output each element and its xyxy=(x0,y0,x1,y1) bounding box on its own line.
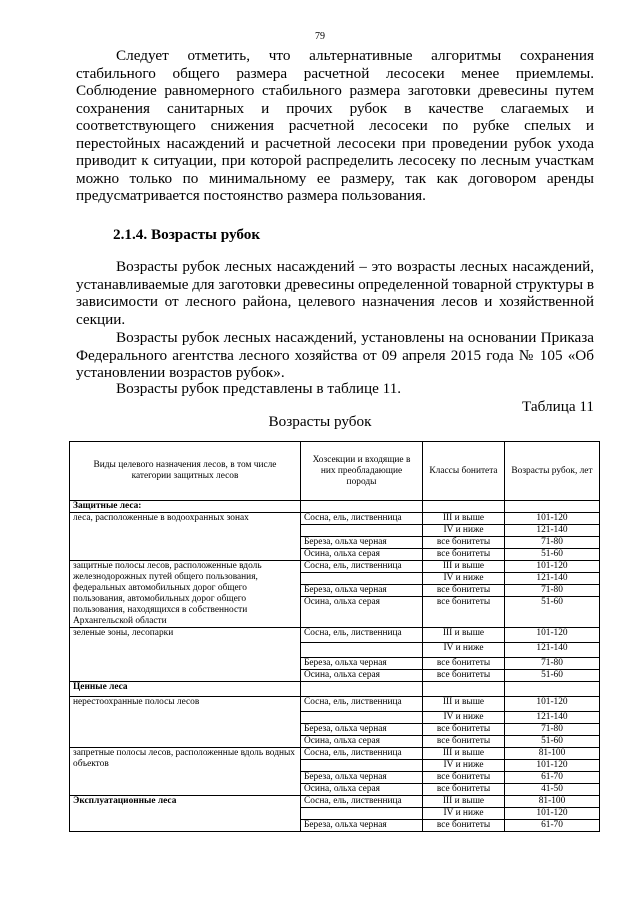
age-cell: 71-80 xyxy=(505,658,600,670)
table-row xyxy=(70,796,600,808)
bonitet-cell: все бонитеты xyxy=(423,597,505,628)
hoz-cell xyxy=(301,712,423,724)
table-header-row xyxy=(70,442,600,501)
age-cell: 121-140 xyxy=(505,643,600,658)
section-row xyxy=(70,682,600,697)
age-cell: 121-140 xyxy=(505,525,600,537)
hoz-cell: Осина, ольха серая xyxy=(301,597,423,628)
age-cell: 51-60 xyxy=(505,736,600,748)
bonitet-cell: III и выше xyxy=(423,513,505,525)
hoz-cell xyxy=(301,525,423,537)
hoz-cell: Сосна, ель, лиственница xyxy=(301,748,423,760)
paragraph-order: Возрасты рубок лесных насаждений, установлены на основании Приказа Федерального агентства лесного хозяйства от 09 апреля 2015 года № 105 «Об установлении возрастов рубок». xyxy=(76,329,594,381)
hoz-cell xyxy=(301,573,423,585)
header-purpose: Виды целевого назначения лесов, в том числе категории защитных лесов xyxy=(70,442,301,501)
age-cell: 101-120 xyxy=(505,561,600,573)
bonitet-cell: IV и ниже xyxy=(423,525,505,537)
paragraph-table-ref: Возрасты рубок представлены в таблице 11. xyxy=(116,380,402,397)
hoz-cell: Сосна, ель, лиственница xyxy=(301,697,423,712)
bonitet-cell: III и выше xyxy=(423,796,505,808)
table-number: Таблица 11 xyxy=(522,398,594,415)
hoz-cell xyxy=(301,643,423,658)
bonitet-cell: III и выше xyxy=(423,748,505,760)
hoz-cell: Сосна, ель, лиственница xyxy=(301,561,423,573)
table-row xyxy=(70,697,600,712)
bonitet-cell: все бонитеты xyxy=(423,772,505,784)
age-cell: 101-120 xyxy=(505,808,600,820)
hoz-cell: Береза, ольха черная xyxy=(301,537,423,549)
table-caption: Возрасты рубок xyxy=(268,413,372,430)
age-cell: 41-50 xyxy=(505,784,600,796)
bonitet-cell: IV и ниже xyxy=(423,808,505,820)
category-cell: зеленые зоны, лесопарки xyxy=(70,628,301,682)
hoz-cell: Береза, ольха черная xyxy=(301,585,423,597)
header-age: Возрасты рубок, лет xyxy=(505,442,600,501)
header-sections: Хозсекции и входящие в них преобладающие породы xyxy=(301,442,423,501)
age-cell: 101-120 xyxy=(505,628,600,643)
age-cell: 51-60 xyxy=(505,670,600,682)
bonitet-cell: IV и ниже xyxy=(423,712,505,724)
section-heading: 2.1.4. Возрасты рубок xyxy=(113,226,261,243)
bonitet-cell: III и выше xyxy=(423,697,505,712)
bonitet-cell: III и выше xyxy=(423,561,505,573)
hoz-cell: Береза, ольха черная xyxy=(301,658,423,670)
bonitet-cell: все бонитеты xyxy=(423,585,505,597)
hoz-cell xyxy=(301,760,423,772)
bonitet-cell: IV и ниже xyxy=(423,573,505,585)
age-cell: 101-120 xyxy=(505,697,600,712)
bonitet-cell: все бонитеты xyxy=(423,820,505,832)
cutting-ages-table xyxy=(69,441,600,832)
bonitet-cell: все бонитеты xyxy=(423,784,505,796)
hoz-cell: Осина, ольха серая xyxy=(301,736,423,748)
bonitet-cell: III и выше xyxy=(423,628,505,643)
age-cell: 81-100 xyxy=(505,796,600,808)
hoz-cell: Береза, ольха черная xyxy=(301,772,423,784)
paragraph-intro: Следует отметить, что альтернативные алгоритмы сохранения стабильного общего размера расчетной лесосеки менее приемлемы. Соблюдение равномерного стабильного размера заготовки древесины путем сохранения санитарных и прочих рубок в качестве слагаемых и соответствующего снижения расчетной лесосеки по рубке спелых и перестойных насаждений и расчетной лесосеки при проведении рубок ухода приводит к ситуации, при которой распределить лесосеку по лесным участкам можно только по минимальному ее размеру, так как договором аренды предусматривается постоянство размера пользования. xyxy=(76,47,594,204)
page-number: 79 xyxy=(315,31,325,42)
bonitet-cell: все бонитеты xyxy=(423,670,505,682)
age-cell: 81-100 xyxy=(505,748,600,760)
age-cell: 121-140 xyxy=(505,712,600,724)
bonitet-cell: все бонитеты xyxy=(423,658,505,670)
section-label: Защитные леса: xyxy=(70,501,301,513)
table-row xyxy=(70,748,600,760)
section-label: Ценные леса xyxy=(70,682,301,697)
category-cell: нерестоохранные полосы лесов xyxy=(70,697,301,748)
category-cell: Эксплуатационные леса xyxy=(70,796,301,832)
bonitet-cell: IV и ниже xyxy=(423,643,505,658)
hoz-cell: Осина, ольха серая xyxy=(301,549,423,561)
hoz-cell: Осина, ольха серая xyxy=(301,670,423,682)
age-cell: 51-60 xyxy=(505,597,600,628)
bonitet-cell: все бонитеты xyxy=(423,736,505,748)
hoz-cell: Береза, ольха черная xyxy=(301,724,423,736)
hoz-cell: Сосна, ель, лиственница xyxy=(301,628,423,643)
bonitet-cell: все бонитеты xyxy=(423,549,505,561)
age-cell: 71-80 xyxy=(505,585,600,597)
table-row xyxy=(70,513,600,525)
paragraph-definition: Возрасты рубок лесных насаждений – это возрасты лесных насаждений, устанавливаемые для заготовки древесины определенной товарной структуры в зависимости от лесного района, целевого назначения лесов и хозяйственной секции. xyxy=(76,258,595,328)
bonitet-cell: IV и ниже xyxy=(423,760,505,772)
age-cell: 101-120 xyxy=(505,760,600,772)
age-cell: 71-80 xyxy=(505,724,600,736)
age-cell: 101-120 xyxy=(505,513,600,525)
hoz-cell: Осина, ольха серая xyxy=(301,784,423,796)
hoz-cell: Сосна, ель, лиственница xyxy=(301,796,423,808)
age-cell: 61-70 xyxy=(505,820,600,832)
age-cell: 121-140 xyxy=(505,573,600,585)
age-cell: 61-70 xyxy=(505,772,600,784)
hoz-cell xyxy=(301,808,423,820)
category-cell: запретные полосы лесов, расположенные вдоль водных объектов xyxy=(70,748,301,796)
bonitet-cell: все бонитеты xyxy=(423,537,505,549)
table-row xyxy=(70,628,600,643)
section-row xyxy=(70,501,600,513)
category-cell: защитные полосы лесов, расположенные вдоль железнодорожных путей общего пользования, федеральных автомобильных дорог общего пользования, автомобильных дорог общего пользования, находящихся в собственности Архангельской области xyxy=(70,561,301,628)
table-row xyxy=(70,561,600,573)
hoz-cell: Сосна, ель, лиственница xyxy=(301,513,423,525)
hoz-cell: Береза, ольха черная xyxy=(301,820,423,832)
category-cell: леса, расположенные в водоохранных зонах xyxy=(70,513,301,561)
header-bonitet: Классы бонитета xyxy=(423,442,505,501)
age-cell: 51-60 xyxy=(505,549,600,561)
bonitet-cell: все бонитеты xyxy=(423,724,505,736)
age-cell: 71-80 xyxy=(505,537,600,549)
